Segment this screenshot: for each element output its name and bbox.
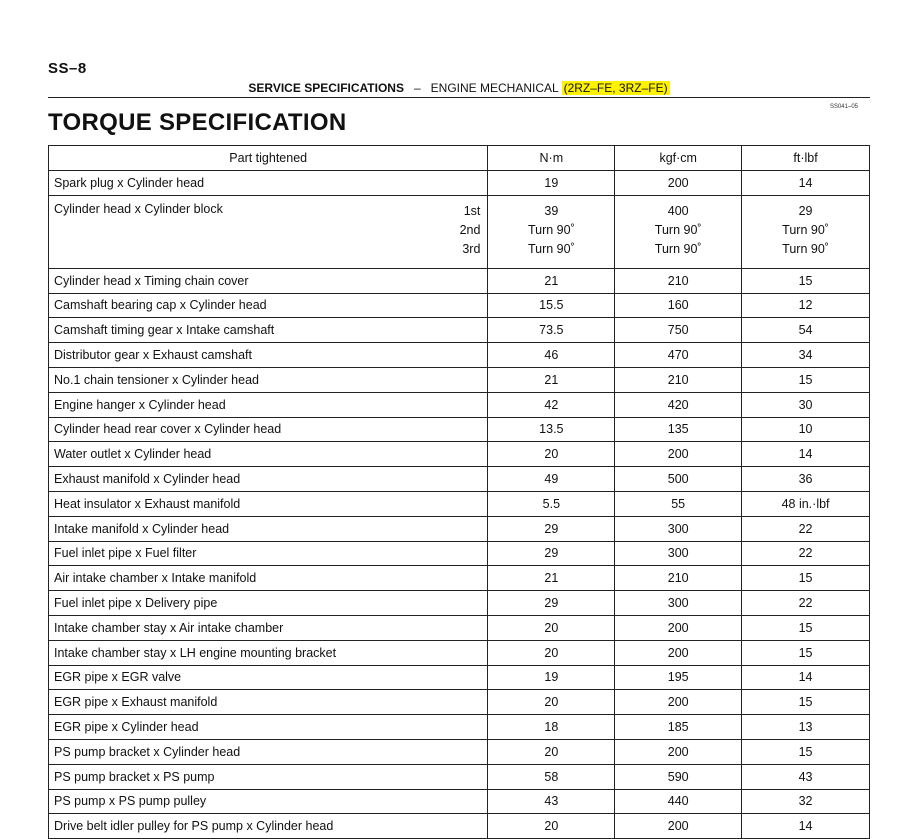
page-title: TORQUE SPECIFICATION	[48, 109, 347, 136]
table-row	[49, 417, 870, 442]
header-kgfcm: kgf·cm	[615, 146, 742, 171]
ft-cell: 15	[742, 367, 870, 392]
nm-cell: 18	[488, 715, 615, 740]
part-cell: Air intake chamber x Intake manifold	[49, 566, 488, 591]
kgf-cell: 200	[615, 615, 742, 640]
table-row	[49, 195, 870, 268]
header-ftlbf: ft·lbf	[742, 146, 870, 171]
part-cell: No.1 chain tensioner x Cylinder head	[49, 367, 488, 392]
ft-cell: 15	[742, 615, 870, 640]
kgf-cell: 200	[615, 739, 742, 764]
kgf-cell: 210	[615, 367, 742, 392]
kgf-cell: 195	[615, 665, 742, 690]
table-row	[49, 566, 870, 591]
part-cell: EGR pipe x Cylinder head	[49, 715, 488, 740]
part-cell: Fuel inlet pipe x Delivery pipe	[49, 591, 488, 616]
table-row	[49, 715, 870, 740]
step-label: 1st	[463, 203, 481, 218]
nm-cell	[488, 195, 615, 268]
part-cell: Drive belt idler pulley for PS pump x Cylinder head	[49, 814, 488, 839]
part-cell: Distributor gear x Exhaust camshaft	[49, 343, 488, 368]
kgf-cell: 210	[615, 566, 742, 591]
table-row	[49, 343, 870, 368]
kgf-cell: 300	[615, 591, 742, 616]
part-cell: Cylinder head rear cover x Cylinder head	[49, 417, 488, 442]
kgf-cell: 160	[615, 293, 742, 318]
ft-cell: 22	[742, 516, 870, 541]
kgf-cell: 200	[615, 640, 742, 665]
nm-cell: 29	[488, 591, 615, 616]
kgf-cell: 200	[615, 690, 742, 715]
nm-cell: 29	[488, 541, 615, 566]
table-row	[49, 318, 870, 343]
part-cell: Intake chamber stay x LH engine mounting bracket	[49, 640, 488, 665]
part-cell: Engine hanger x Cylinder head	[49, 392, 488, 417]
kgf-cell: 500	[615, 467, 742, 492]
table-row	[49, 442, 870, 467]
kgf-cell: 750	[615, 318, 742, 343]
part-cell: Fuel inlet pipe x Fuel filter	[49, 541, 488, 566]
part-cell: EGR pipe x Exhaust manifold	[49, 690, 488, 715]
nm-cell: 19	[488, 171, 615, 196]
nm-cell: 20	[488, 739, 615, 764]
table-row	[49, 814, 870, 839]
ft-cell: 32	[742, 789, 870, 814]
kgf-value: Turn 90˚	[654, 222, 702, 237]
kgf-cell: 300	[615, 541, 742, 566]
part-cell: PS pump bracket x PS pump	[49, 764, 488, 789]
ft-cell: 22	[742, 591, 870, 616]
part-cell: Spark plug x Cylinder head	[49, 171, 488, 196]
nm-cell: 46	[488, 343, 615, 368]
part-cell: Camshaft timing gear x Intake camshaft	[49, 318, 488, 343]
kgf-cell	[615, 195, 742, 268]
nm-cell: 49	[488, 467, 615, 492]
ft-cell: 14	[742, 442, 870, 467]
part-cell: PS pump bracket x Cylinder head	[49, 739, 488, 764]
kgf-cell: 210	[615, 268, 742, 293]
table-row	[49, 739, 870, 764]
header-part: Part tightened	[49, 146, 488, 171]
step-label: 3rd	[462, 241, 481, 256]
ft-cell: 54	[742, 318, 870, 343]
nm-cell: 5.5	[488, 491, 615, 516]
ft-cell: 12	[742, 293, 870, 318]
nm-cell: 73.5	[488, 318, 615, 343]
ft-cell: 15	[742, 268, 870, 293]
header-separator: –	[413, 81, 421, 95]
kgf-cell: 200	[615, 814, 742, 839]
tightening-steps	[460, 202, 481, 259]
part-cell: Intake chamber stay x Air intake chamber	[49, 615, 488, 640]
table-row	[49, 491, 870, 516]
part-cell: EGR pipe x EGR valve	[49, 665, 488, 690]
table-row	[49, 516, 870, 541]
part-cell: Heat insulator x Exhaust manifold	[49, 491, 488, 516]
table-row	[49, 665, 870, 690]
step-label: 2nd	[459, 222, 481, 237]
table-row	[49, 640, 870, 665]
ft-cell: 36	[742, 467, 870, 492]
nm-cell: 15.5	[488, 293, 615, 318]
kgf-cell: 590	[615, 764, 742, 789]
table-row	[49, 591, 870, 616]
ft-cell	[742, 195, 870, 268]
table-row	[49, 690, 870, 715]
kgf-cell: 55	[615, 491, 742, 516]
ft-cell: 34	[742, 343, 870, 368]
table-row	[49, 789, 870, 814]
nm-cell: 21	[488, 367, 615, 392]
table-row	[49, 764, 870, 789]
nm-cell: 20	[488, 615, 615, 640]
part-cell: Cylinder head x Timing chain cover	[49, 268, 488, 293]
part-cell: Water outlet x Cylinder head	[49, 442, 488, 467]
nm-cell: 20	[488, 442, 615, 467]
kgf-cell: 200	[615, 442, 742, 467]
ft-cell: 22	[742, 541, 870, 566]
part-cell: Camshaft bearing cap x Cylinder head	[49, 293, 488, 318]
kgf-value: 400	[667, 203, 689, 218]
torque-table	[48, 145, 870, 839]
highlighted-models: (2RZ–FE, 3RZ–FE)	[563, 81, 668, 95]
kgf-cell: 200	[615, 171, 742, 196]
page-number: SS–8	[48, 60, 87, 77]
table-row	[49, 268, 870, 293]
part-cell	[49, 195, 488, 268]
kgf-value: Turn 90˚	[654, 241, 702, 256]
nm-cell: 20	[488, 640, 615, 665]
kgf-cell: 185	[615, 715, 742, 740]
kgf-cell: 300	[615, 516, 742, 541]
ft-value: 29	[798, 203, 813, 218]
ft-cell: 13	[742, 715, 870, 740]
ft-value: Turn 90˚	[782, 241, 829, 256]
running-header	[48, 81, 870, 95]
ft-cell: 10	[742, 417, 870, 442]
kgf-cell: 470	[615, 343, 742, 368]
kgf-cell: 420	[615, 392, 742, 417]
part-cell: Exhaust manifold x Cylinder head	[49, 467, 488, 492]
header-nm: N·m	[488, 146, 615, 171]
kgf-cell: 440	[615, 789, 742, 814]
table-row	[49, 171, 870, 196]
ft-cell: 14	[742, 665, 870, 690]
document-code: SS041–05	[829, 104, 858, 110]
header-rule	[48, 97, 870, 98]
table-header-row	[49, 146, 870, 171]
nm-cell: 21	[488, 268, 615, 293]
ft-value: Turn 90˚	[782, 222, 829, 237]
nm-value: Turn 90˚	[527, 222, 575, 237]
table-row	[49, 467, 870, 492]
ft-cell: 14	[742, 814, 870, 839]
table-row	[49, 541, 870, 566]
nm-value: Turn 90˚	[527, 241, 575, 256]
ft-cell: 43	[742, 764, 870, 789]
table-row	[49, 293, 870, 318]
nm-cell: 13.5	[488, 417, 615, 442]
table-row	[49, 615, 870, 640]
nm-cell: 29	[488, 516, 615, 541]
nm-cell: 20	[488, 690, 615, 715]
nm-cell: 21	[488, 566, 615, 591]
nm-cell: 19	[488, 665, 615, 690]
kgf-cell: 135	[615, 417, 742, 442]
part-label: Cylinder head x Cylinder block	[54, 201, 223, 216]
ft-cell: 15	[742, 566, 870, 591]
nm-cell: 42	[488, 392, 615, 417]
table-row	[49, 392, 870, 417]
nm-value: 39	[544, 203, 559, 218]
ft-cell: 15	[742, 690, 870, 715]
part-cell: Intake manifold x Cylinder head	[49, 516, 488, 541]
ft-cell: 14	[742, 171, 870, 196]
ft-cell: 30	[742, 392, 870, 417]
ft-cell: 15	[742, 739, 870, 764]
subsection-name: ENGINE MECHANICAL	[430, 81, 559, 95]
ft-cell: 48 in.·lbf	[742, 491, 870, 516]
ft-cell: 15	[742, 640, 870, 665]
nm-cell: 20	[488, 814, 615, 839]
part-cell: PS pump x PS pump pulley	[49, 789, 488, 814]
table-row	[49, 367, 870, 392]
section-name: SERVICE SPECIFICATIONS	[248, 81, 404, 95]
nm-cell: 58	[488, 764, 615, 789]
nm-cell: 43	[488, 789, 615, 814]
